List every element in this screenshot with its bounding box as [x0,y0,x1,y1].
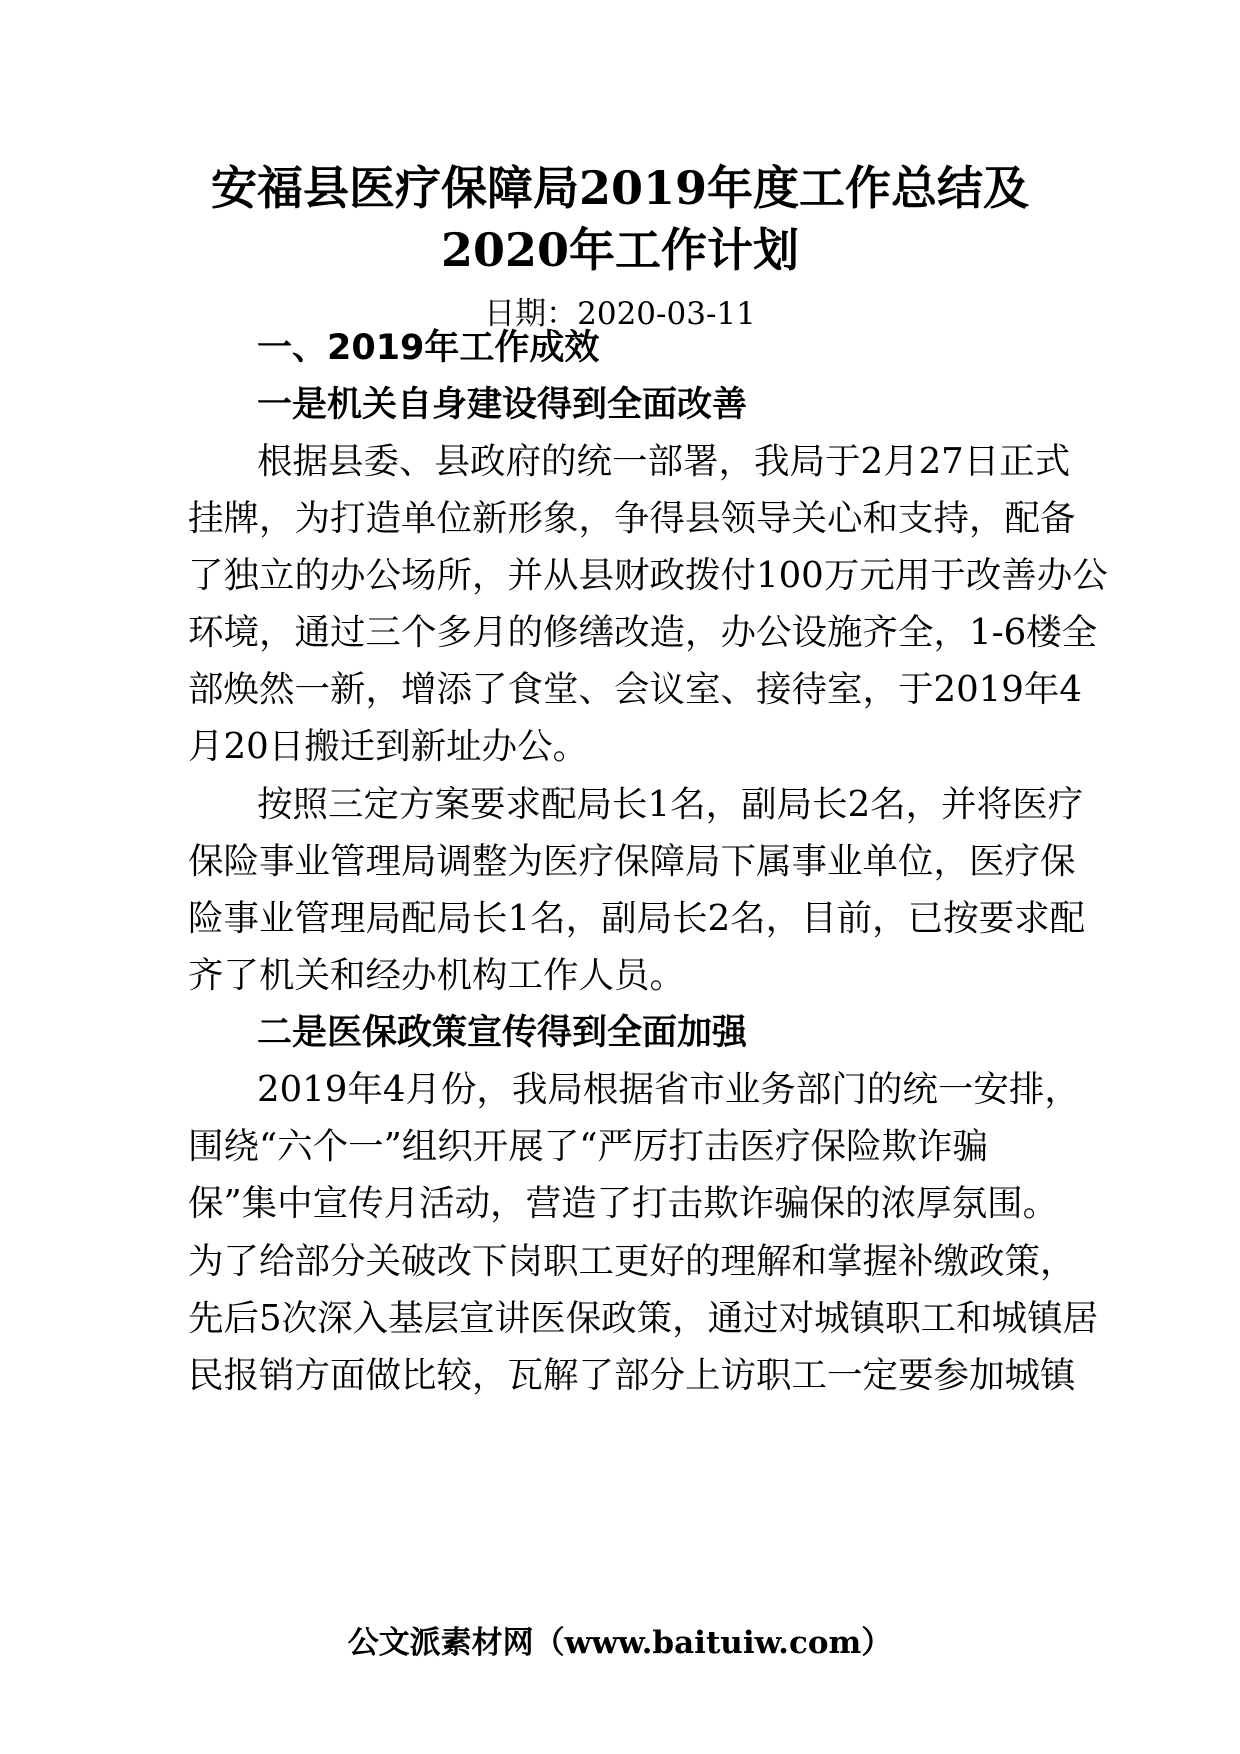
paragraph-1-line: 根据县委、县政府的统一部署，我局于2月27日正式 [257,441,1071,482]
paragraph-1-line: 环境，通过三个多月的修缮改造，办公设施齐全，1-6楼全 [188,612,1098,653]
subheading-2: 二是医保政策宣传得到全面加强 [257,1013,748,1053]
paragraph-3-line: 先后5次深入基层宣讲医保政策，通过对城镇职工和城镇居 [188,1298,1099,1339]
paragraph-3-line: 为了给部分关破改下岗职工更好的理解和掌握补缴政策， [188,1241,1076,1282]
paragraph-1-line: 月20日搬迁到新址办公。 [188,726,589,767]
paragraph-3-line: 围绕“六个一”组织开展了“严厉打击医疗保险欺诈骗 [188,1126,988,1167]
paragraph-2-line: 保险事业管理局调整为医疗保障局下属事业单位，医疗保 [188,841,1076,882]
footer-watermark-text: 公文派素材网（www.baituiw.com） [347,1625,893,1661]
document-title-line-1: 安福县医疗保障局2019年度工作总结及 [210,161,1030,215]
paragraph-3-line: 2019年4月份，我局根据省市业务部门的统一安排， [257,1069,1080,1110]
paragraph-1-line: 部焕然一新，增添了食堂、会议室、接待室，于2019年4 [188,669,1082,710]
paragraph-3-line: 保”集中宣传月活动，营造了打击欺诈骗保的浓厚氛围。 [188,1183,1059,1224]
paragraph-2-line: 按照三定方案要求配局长1名，副局长2名，并将医疗 [257,784,1084,825]
paragraph-2-line: 险事业管理局配局长1名，副局长2名，目前，已按要求配 [188,898,1086,939]
subheading-1: 一是机关自身建设得到全面改善 [257,385,748,425]
paragraph-1-line: 了独立的办公场所，并从县财政拨付100万元用于改善办公 [188,555,1108,596]
paragraph-2-line: 齐了机关和经办机构工作人员。 [188,955,686,996]
document-date: 日期：2020-03-11 [484,296,756,332]
document-title-line-2: 2020年工作计划 [440,223,800,277]
section-heading-1: 一、2019年工作成效 [257,328,600,368]
paragraph-3-line: 民报销方面做比较，瓦解了部分上访职工一定要参加城镇 [188,1355,1076,1396]
paragraph-1-line: 挂牌，为打造单位新形象，争得县领导关心和支持，配备 [188,498,1076,539]
